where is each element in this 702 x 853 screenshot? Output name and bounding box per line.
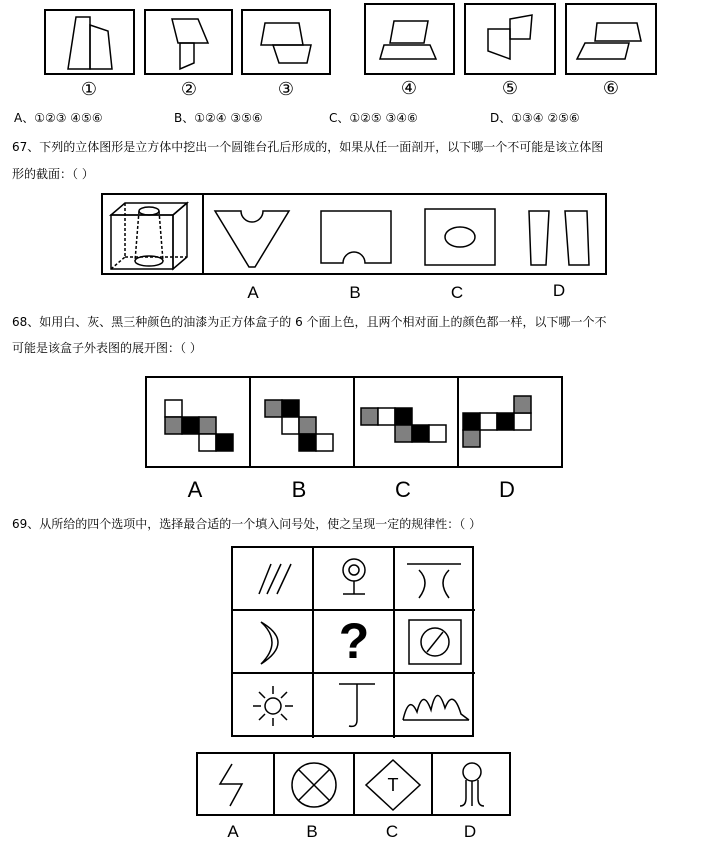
- q67-question-line-2: 形的截面：（ ）: [12, 167, 94, 181]
- q67-question-line-1: 67、下列的立体图形是立方体中挖出一个圆锥台孔后形成的，如果从任一面剖开，以下哪一个不可能是该立体图: [12, 140, 604, 154]
- net-d-face-2: [480, 413, 497, 430]
- q69-cell-square-circle-slash: [409, 620, 461, 664]
- q67-option-d-shape: [529, 211, 589, 265]
- q68-option-d-net: [463, 396, 531, 447]
- q69-label-a[interactable]: A: [227, 822, 239, 841]
- q67-figures: [103, 195, 609, 277]
- q66-option-c[interactable]: C、①②⑤ ③④⑥: [329, 111, 418, 125]
- q69-label-c[interactable]: C: [385, 822, 399, 841]
- net-d-face-6: [463, 430, 480, 447]
- net-d-face-1: [463, 413, 480, 430]
- q69-cell-crescent: [261, 622, 278, 664]
- cube-with-frustum-hole: [111, 203, 187, 269]
- q69-question-line-1: 69、从所给的四个选项中，选择最合适的一个填入问号处，使之呈现一定的规律性：（ ）: [12, 517, 482, 531]
- q66-figure-5-shape: [466, 5, 558, 77]
- q66-figure-2-shape: [146, 11, 235, 77]
- q69-option-a-lightning: [220, 764, 242, 806]
- q66-figure-1: [44, 9, 135, 75]
- q69-cell-slashes: [259, 564, 291, 594]
- q69-grid: [231, 546, 474, 737]
- q69-cell-waves: [403, 695, 469, 720]
- q69-option-figures: [198, 754, 513, 818]
- q68-question-line-1: 68、如用白、灰、黑三种颜色的油漆为正方体盒子的 6 个面上色，且两个相对面上的颜色都一样，以下哪一个不: [12, 315, 607, 329]
- q66-figure-4: [364, 3, 455, 75]
- net-c-face-5: [412, 425, 429, 442]
- q69-label-b[interactable]: B: [306, 822, 318, 841]
- net-d-face-5: [514, 396, 531, 413]
- q66-figure-3: [241, 9, 331, 75]
- q68-nets: [147, 378, 565, 470]
- q66-figure-number-6: ⑥: [602, 78, 620, 99]
- q66-figure-6: [565, 3, 657, 75]
- q68-label-b[interactable]: B: [291, 477, 307, 502]
- net-c-face-6: [429, 425, 446, 442]
- q67-label-a[interactable]: A: [247, 283, 259, 302]
- q68-figure-strip: [145, 376, 563, 468]
- net-d-face-3: [497, 413, 514, 430]
- q67-label-c[interactable]: C: [450, 283, 464, 302]
- q66-figure-6-shape: [567, 5, 659, 77]
- q68-option-a-net: [165, 400, 233, 451]
- net-c-face-3: [395, 408, 412, 425]
- q69-option-c-letter: T: [387, 775, 399, 795]
- q66-figure-3-shape: [243, 11, 333, 77]
- net-c-face-2: [378, 408, 395, 425]
- q67-option-c-shape: [425, 209, 495, 265]
- q66-figure-4-shape: [366, 5, 457, 77]
- q66-option-d[interactable]: D、①③④ ②⑤⑥: [490, 111, 580, 125]
- net-d-face-4: [514, 413, 531, 430]
- q66-figure-2: [144, 9, 233, 75]
- q66-figure-number-5: ⑤: [501, 78, 519, 99]
- q66-figure-number-3: ③: [277, 79, 295, 100]
- q67-label-b[interactable]: B: [349, 283, 361, 302]
- q69-options-strip: [196, 752, 511, 816]
- q68-label-d[interactable]: D: [499, 477, 515, 502]
- q66-figure-number-4: ④: [400, 78, 418, 99]
- q68-label-a[interactable]: A: [187, 477, 203, 502]
- q66-figure-1-shape: [46, 11, 137, 77]
- q69-option-b-circle-x: [292, 763, 336, 807]
- net-c-face-4: [395, 425, 412, 442]
- q69-option-d-circle-legs: [460, 763, 484, 806]
- q69-label-d[interactable]: D: [463, 822, 477, 841]
- q68-label-c[interactable]: C: [395, 477, 411, 502]
- q66-figure-5: [464, 3, 556, 75]
- net-c-face-1: [361, 408, 378, 425]
- net-b-face-6: [316, 434, 333, 451]
- net-a-face-1: [165, 400, 182, 417]
- q69-cell-hook: [339, 684, 375, 726]
- q67-label-d[interactable]: D: [552, 281, 566, 300]
- q67-figure-strip: [101, 193, 607, 275]
- q69-cell-bracket-curves: [407, 564, 461, 598]
- net-b-face-2: [282, 400, 299, 417]
- q66-figure-number-1: ①: [80, 79, 98, 100]
- q68-option-b-net: [265, 400, 333, 451]
- q68-question-line-2: 可能是该盒子外表图的展开图：（ ）: [12, 341, 202, 355]
- q66-option-a[interactable]: A、①②③ ④⑤⑥: [14, 111, 103, 125]
- net-a-face-6: [216, 434, 233, 451]
- q66-figure-number-2: ②: [180, 79, 198, 100]
- net-a-face-3: [182, 417, 199, 434]
- net-b-face-1: [265, 400, 282, 417]
- net-a-face-4: [199, 417, 216, 434]
- q67-option-b-shape: [321, 211, 391, 263]
- q68-option-c-net: [361, 408, 446, 442]
- q67-option-a-shape: [215, 211, 289, 267]
- net-b-face-5: [299, 434, 316, 451]
- net-a-face-5: [199, 434, 216, 451]
- q69-cell-sun: [253, 686, 293, 726]
- q66-option-b[interactable]: B、①②④ ③⑤⑥: [174, 111, 263, 125]
- q69-question-mark: ?: [338, 613, 370, 669]
- net-b-face-3: [282, 417, 299, 434]
- q69-cell-circle-on-stand: [343, 559, 365, 594]
- net-a-face-2: [165, 417, 182, 434]
- net-b-face-4: [299, 417, 316, 434]
